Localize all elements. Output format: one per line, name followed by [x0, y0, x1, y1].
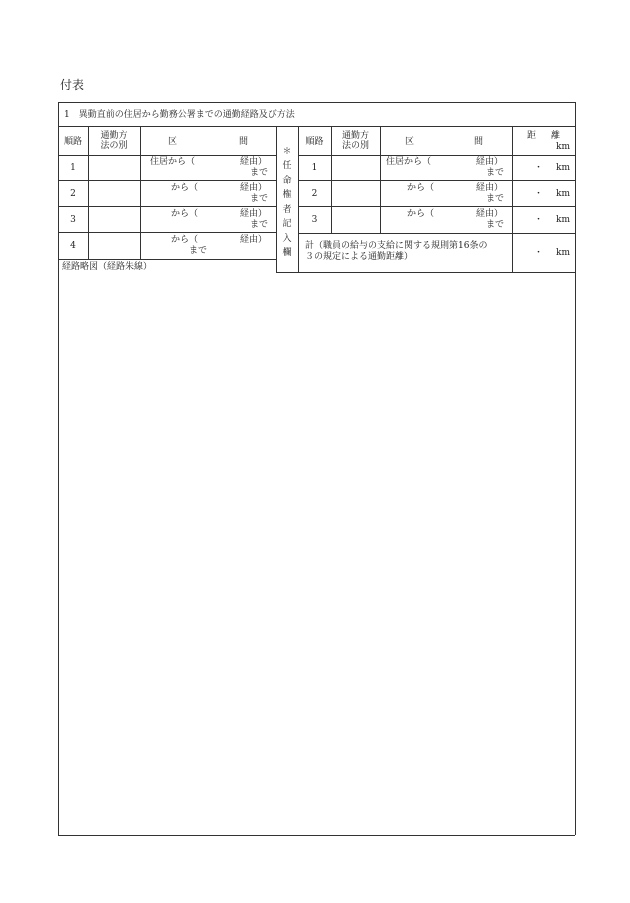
right-header-distance-b: 離: [551, 131, 561, 141]
total-label-line2: ３の規定による通勤距離）: [305, 252, 414, 262]
right-header-distance-a: 距: [527, 131, 537, 141]
row-from: から（: [407, 209, 435, 219]
distance-dot: ・: [534, 189, 544, 199]
row-number: 2: [70, 189, 76, 199]
left-header-order: 順路: [63, 137, 82, 147]
section-heading: 1 異動直前の住居から勤務公署までの通勤経路及び方法: [64, 110, 295, 120]
vertical-char: 者: [282, 205, 292, 215]
row-to: まで: [250, 168, 269, 178]
page-title: 付表: [60, 78, 85, 92]
vertical-char: 入: [282, 234, 292, 244]
row-number: 2: [311, 189, 318, 199]
asterisk-mark: ＊: [282, 147, 292, 157]
right-header-order: 順路: [305, 137, 324, 147]
vertical-char: 任: [282, 161, 292, 171]
row-from: から（: [171, 183, 199, 193]
vertical-char: 命: [282, 176, 292, 186]
row-from: から（: [171, 235, 199, 245]
row-from: から（: [407, 183, 435, 193]
left-header-section-b: 間: [239, 137, 249, 147]
vertical-char: 権: [282, 190, 292, 200]
row-to: まで: [250, 194, 269, 204]
route-map-label: 経路略図（経路朱線）: [62, 262, 153, 272]
row-from: 住居から（: [150, 157, 196, 167]
row-from: 住居から（: [386, 157, 432, 167]
right-header-method-1: 通勤方: [341, 131, 369, 141]
row-number: 4: [70, 241, 76, 251]
vertical-char: 欄: [282, 248, 292, 258]
distance-unit: km: [556, 215, 570, 225]
row-via: 経由）: [476, 183, 504, 193]
right-header-unit: km: [556, 142, 570, 152]
row-number: 3: [311, 215, 318, 225]
distance-unit: km: [556, 189, 570, 199]
row-to: まで: [486, 194, 505, 204]
row-via: 経由）: [240, 235, 268, 245]
row-number: 1: [70, 163, 76, 173]
distance-dot: ・: [534, 163, 544, 173]
left-header-section-a: 区: [168, 137, 178, 147]
distance-unit: km: [556, 163, 570, 173]
row-from: から（: [171, 209, 199, 219]
row-to: まで: [189, 246, 208, 256]
total-unit: km: [556, 248, 570, 258]
row-via: 経由）: [476, 209, 504, 219]
right-header-section-b: 間: [474, 137, 484, 147]
total-label-line1: 計（職員の給与の支給に関する規則第16条の: [305, 241, 488, 251]
row-to: まで: [250, 220, 269, 230]
row-to: まで: [486, 168, 505, 178]
row-number: 3: [70, 215, 76, 225]
row-number: 1: [311, 163, 318, 173]
row-to: まで: [486, 220, 505, 230]
vertical-char: 記: [282, 219, 292, 229]
distance-dot: ・: [534, 215, 544, 225]
row-via: 経由）: [240, 183, 268, 193]
row-via: 経由）: [476, 157, 504, 167]
total-dot: ・: [534, 248, 544, 258]
left-header-method-2: 法の別: [100, 141, 128, 151]
row-via: 経由）: [240, 157, 268, 167]
route-map-area[interactable]: [59, 273, 574, 834]
left-header-method-1: 通勤方: [100, 131, 128, 141]
row-via: 経由）: [240, 209, 268, 219]
right-header-section-a: 区: [405, 137, 415, 147]
right-header-method-2: 法の別: [341, 141, 369, 151]
